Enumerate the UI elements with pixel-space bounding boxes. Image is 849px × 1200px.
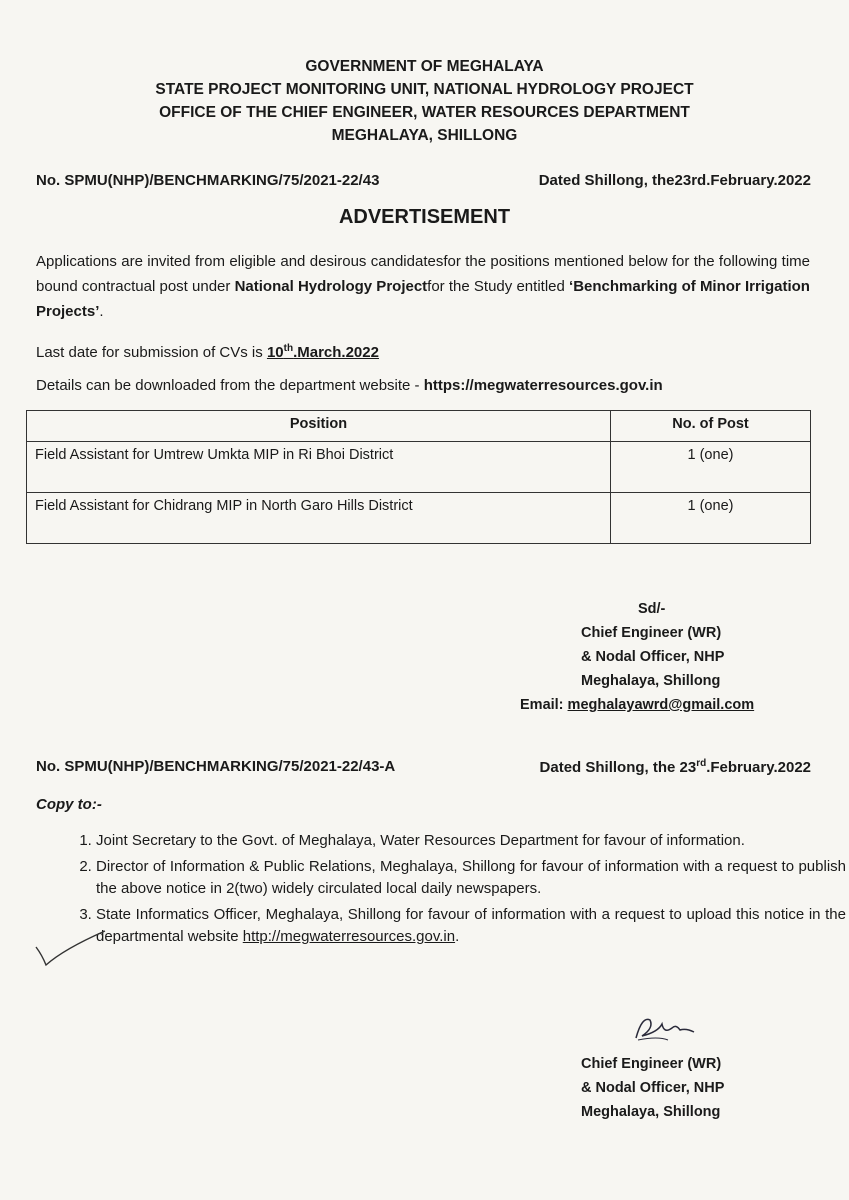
deadline-day: 10 xyxy=(266,344,284,361)
sd-mark: Sd/- xyxy=(638,601,666,617)
letterhead-line-3: OFFICE OF THE CHIEF ENGINEER, WATER RESOURCES DEPARTMENT xyxy=(159,104,690,121)
header-count: No. of Post xyxy=(611,411,811,442)
intro-project-name: National Hydrology Project xyxy=(234,278,428,295)
signature-block-1 xyxy=(520,597,800,717)
sig1-line-3: Meghalaya, Shillong xyxy=(581,673,721,689)
reference-row xyxy=(36,172,811,189)
intro-text-2: for the Study entitled xyxy=(427,278,570,295)
deadline-sup: th xyxy=(283,343,294,354)
table-row xyxy=(27,442,811,493)
signature-block-2 xyxy=(581,1052,811,1124)
position-cell: Field Assistant for Umtrew Umkta MIP in Ri Bhoi District xyxy=(27,442,611,493)
sig2-line-1: Chief Engineer (WR) xyxy=(581,1056,722,1072)
letterhead xyxy=(0,55,849,147)
copy-date-rest: .February.2022 xyxy=(706,759,811,776)
copy-reference-number: No. SPMU(NHP)/BENCHMARKING/75/2021-22/43-A xyxy=(36,758,396,775)
deadline-rest: .March.2022 xyxy=(293,344,379,361)
header-position: Position xyxy=(27,411,611,442)
count-cell: 1 (one) xyxy=(611,493,811,544)
copy-date-prefix: Dated Shillong, the 23 xyxy=(539,759,697,776)
letterhead-line-4: MEGHALAYA, SHILLONG xyxy=(331,127,518,144)
list-item: 1. Joint Secretary to the Govt. of Meghalaya, Water Resources Department for favour of information. xyxy=(96,830,846,852)
intro-paragraph xyxy=(36,249,810,324)
count-cell: 1 (one) xyxy=(611,442,811,493)
letterhead-line-2: STATE PROJECT MONITORING UNIT, NATIONAL HYDROLOGY PROJECT xyxy=(155,81,694,98)
copy-date-sup: rd xyxy=(696,758,707,769)
copy-list xyxy=(62,830,846,952)
item3-end: . xyxy=(455,928,460,945)
sig1-line-2: & Nodal Officer, NHP xyxy=(581,649,725,665)
intro-study-name: ‘Benchmarking of Minor Irrigation Projects’ xyxy=(36,278,810,320)
tick-mark-icon xyxy=(30,925,110,975)
item3-text: State Informatics Officer, Meghalaya, Shillong for favour of information with a request to upload this notice in the departmental website xyxy=(96,906,846,945)
sig2-line-2: & Nodal Officer, NHP xyxy=(581,1080,725,1096)
details-prefix: Details can be downloaded from the department website - xyxy=(36,377,424,394)
table-header-row xyxy=(27,411,811,442)
handwritten-signature-icon xyxy=(628,1010,708,1050)
sig1-line-1: Chief Engineer (WR) xyxy=(581,625,722,641)
email-label: Email: xyxy=(520,697,568,713)
deadline-date xyxy=(267,344,379,361)
intro-text-1: Applications are invited from eligible and desirous candidatesfor the positions mentioned below for the following time bound contractual post under xyxy=(36,253,810,295)
document-title: ADVERTISEMENT xyxy=(338,206,511,228)
sig1-email-line xyxy=(520,693,800,717)
website-link[interactable]: http://megwaterresources.gov.in xyxy=(242,928,456,945)
intro-text-3: . xyxy=(99,303,104,320)
table-row xyxy=(27,493,811,544)
list-item xyxy=(96,904,846,948)
email-link[interactable]: meghalayawrd@gmail.com xyxy=(567,697,755,713)
reference-date: Dated Shillong, the23rd.February.2022 xyxy=(538,172,811,189)
details-url[interactable]: https://megwaterresources.gov.in xyxy=(423,377,663,394)
list-item: 2. Director of Information & Public Relations, Meghalaya, Shillong for favour of information with a request to publish the above notice in 2(two) widely circulated local daily newspapers. xyxy=(96,856,846,900)
copy-to-label: Copy to:- xyxy=(36,796,102,813)
positions-table xyxy=(26,410,811,544)
letterhead-line-1: GOVERNMENT OF MEGHALAYA xyxy=(305,58,544,75)
deadline-line xyxy=(36,336,810,365)
sig2-line-3: Meghalaya, Shillong xyxy=(581,1104,721,1120)
copy-reference-date xyxy=(540,758,811,776)
details-line xyxy=(36,373,810,398)
position-cell: Field Assistant for Chidrang MIP in North Garo Hills District xyxy=(27,493,611,544)
reference-number: No. SPMU(NHP)/BENCHMARKING/75/2021-22/43 xyxy=(36,172,380,189)
copy-reference-row xyxy=(36,758,811,776)
deadline-prefix: Last date for submission of CVs is xyxy=(36,344,267,361)
